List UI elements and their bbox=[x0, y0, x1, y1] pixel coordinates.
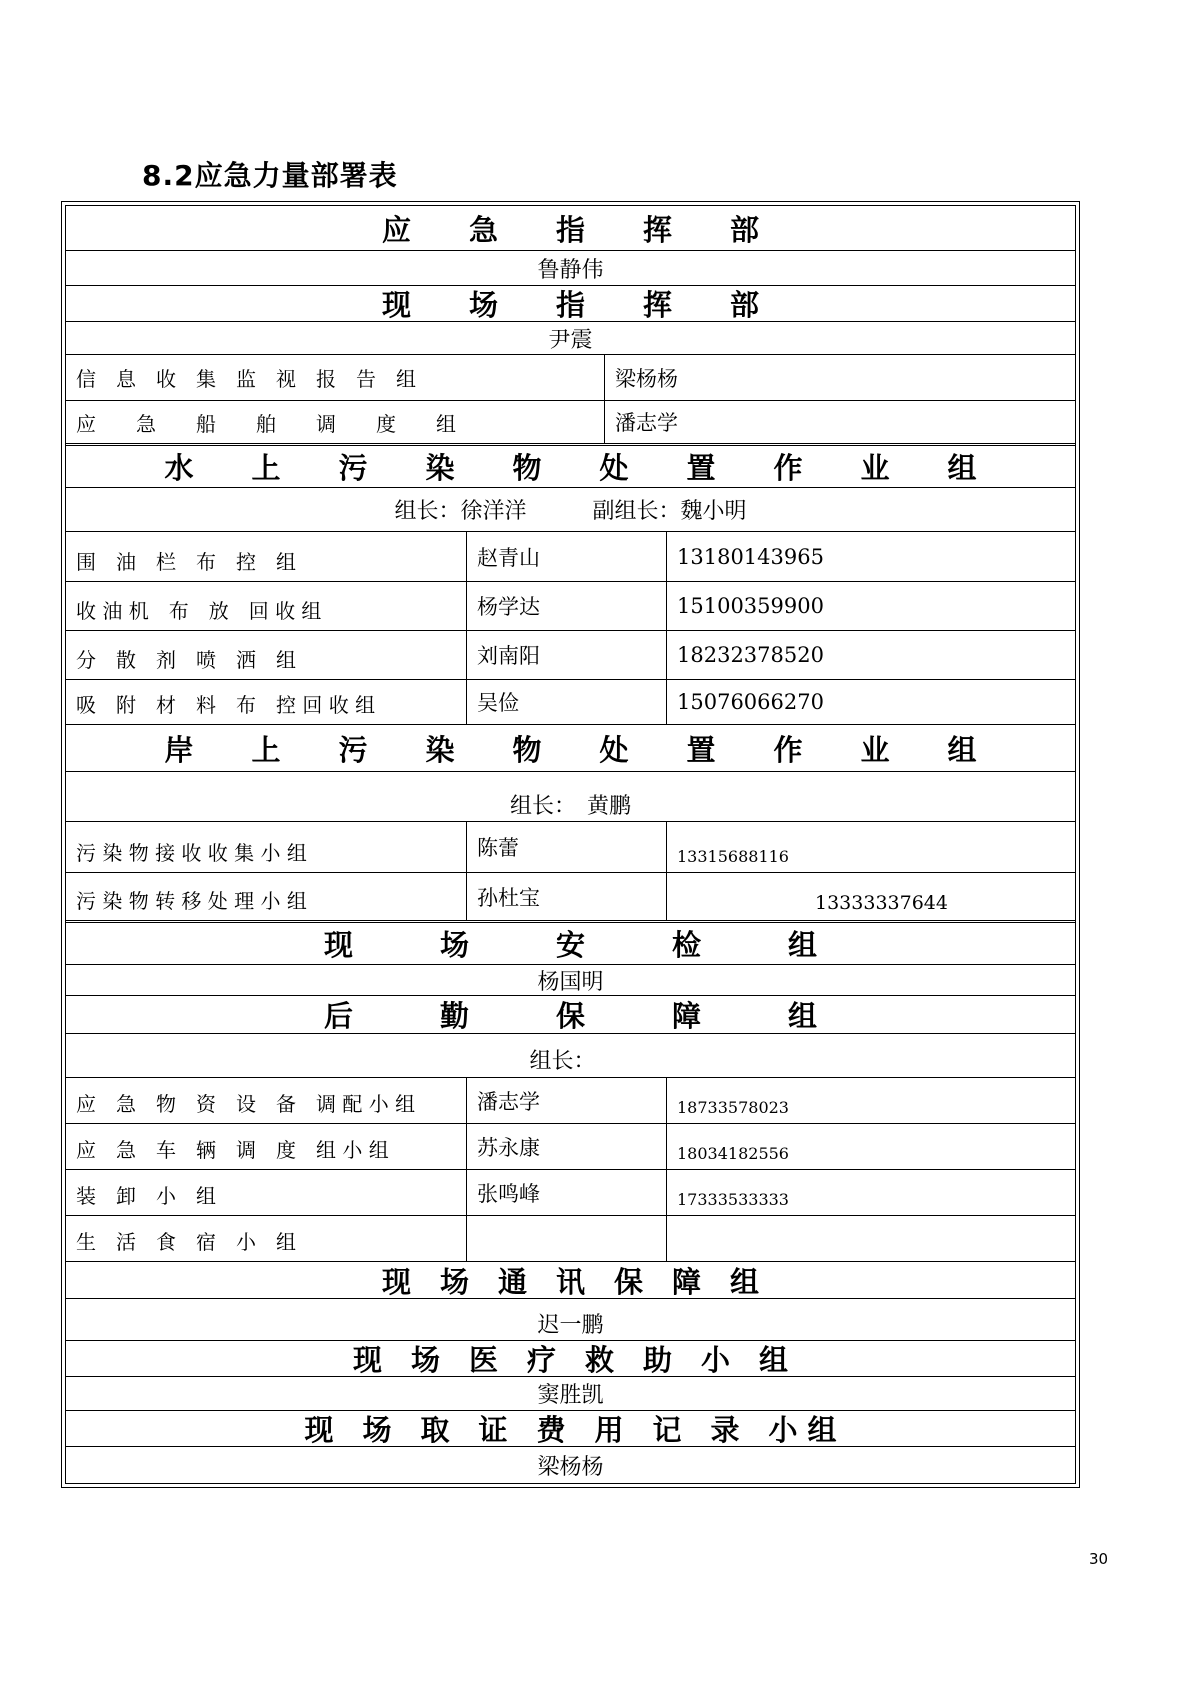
row-person: 苏永康 bbox=[466, 1124, 666, 1169]
row-phone: 13333337644 bbox=[666, 873, 1075, 920]
shore-group-row bbox=[66, 822, 1075, 873]
evidence-group-header-text: 现 场 取 证 费 用 记 录 小 组 bbox=[304, 1413, 837, 1447]
row-phone: 18232378520 bbox=[666, 631, 1075, 679]
security-group-header bbox=[66, 923, 1075, 965]
row-phone: 17333533333 bbox=[666, 1170, 1075, 1215]
site-command-row bbox=[66, 401, 1075, 446]
water-group-row bbox=[66, 631, 1075, 680]
logistics-group-header-text: 后 勤 保 障 组 bbox=[323, 999, 817, 1033]
row-label: 污 染 物 接 收 收 集 小 组 bbox=[76, 841, 307, 865]
water-group-header bbox=[66, 446, 1075, 488]
command-header bbox=[66, 206, 1075, 251]
page-title: 8.2应急力量部署表 bbox=[142, 159, 398, 192]
logistics-group-leader: 组长： bbox=[529, 1049, 596, 1074]
row-phone: 15100359900 bbox=[666, 582, 1075, 630]
row-person: 潘志学 bbox=[604, 401, 1075, 443]
medical-group-header-text: 现 场 医 疗 救 助 小 组 bbox=[352, 1343, 788, 1377]
row-person: 梁杨杨 bbox=[604, 355, 1075, 400]
row-label: 分 散 剂 喷 洒 组 bbox=[76, 648, 296, 672]
medical-group-header bbox=[66, 1341, 1075, 1377]
row-label: 吸 附 材 料 布 控 回 收 组 bbox=[76, 693, 376, 717]
site-command-leader-row bbox=[66, 322, 1075, 355]
security-group-header-text: 现 场 安 检 组 bbox=[323, 928, 817, 962]
deployment-table bbox=[61, 201, 1080, 1488]
water-group-leaders: 组长：徐洋洋 副组长：魏小明 bbox=[394, 499, 747, 524]
logistics-group-header bbox=[66, 996, 1075, 1034]
row-person: 孙杜宝 bbox=[466, 873, 666, 920]
site-command-header-text: 现 场 指 挥 部 bbox=[381, 288, 759, 322]
water-group-row bbox=[66, 532, 1075, 582]
comm-group-header bbox=[66, 1262, 1075, 1299]
row-label: 收 油 机 布 放 回 收 组 bbox=[76, 599, 322, 623]
row-person: 杨学达 bbox=[466, 582, 666, 630]
medical-group-leader: 窦胜凯 bbox=[537, 1383, 604, 1408]
shore-group-header bbox=[66, 725, 1075, 772]
site-command-leader: 尹震 bbox=[548, 327, 593, 353]
shore-group-leader-row bbox=[66, 772, 1075, 822]
page-number: 30 bbox=[1089, 1550, 1109, 1568]
row-label: 应 急 船 舶 调 度 组 bbox=[76, 411, 456, 436]
shore-group-leader: 组长： 黄鹏 bbox=[509, 794, 631, 819]
row-phone: 13180143965 bbox=[666, 532, 1075, 581]
row-phone bbox=[666, 1216, 1075, 1261]
row-label: 装 卸 小 组 bbox=[76, 1184, 216, 1208]
water-group-leaders-row bbox=[66, 488, 1075, 532]
row-label: 污 染 物 转 移 处 理 小 组 bbox=[76, 889, 307, 913]
row-phone: 18733578023 bbox=[666, 1078, 1075, 1123]
security-group-leader: 杨国明 bbox=[537, 969, 604, 995]
comm-group-leader: 迟一鹏 bbox=[537, 1313, 604, 1338]
comm-group-leader-row bbox=[66, 1299, 1075, 1341]
logistics-group-row bbox=[66, 1216, 1075, 1262]
row-person: 赵青山 bbox=[466, 532, 666, 581]
logistics-group-leader-row bbox=[66, 1034, 1075, 1078]
row-person: 陈蕾 bbox=[466, 822, 666, 872]
site-command-row bbox=[66, 355, 1075, 401]
evidence-group-header bbox=[66, 1411, 1075, 1447]
evidence-group-leader: 梁杨杨 bbox=[537, 1454, 604, 1480]
shore-group-header-text: 岸 上 污 染 物 处 置 作 业 组 bbox=[164, 732, 977, 767]
logistics-group-row bbox=[66, 1124, 1075, 1170]
row-phone: 18034182556 bbox=[666, 1124, 1075, 1169]
medical-group-leader-row bbox=[66, 1377, 1075, 1411]
command-leader-row bbox=[66, 251, 1075, 286]
row-phone: 15076066270 bbox=[666, 680, 1075, 724]
water-group-row bbox=[66, 582, 1075, 631]
logistics-group-row bbox=[66, 1078, 1075, 1124]
row-person: 张鸣峰 bbox=[466, 1170, 666, 1215]
row-label: 围 油 栏 布 控 组 bbox=[76, 550, 296, 574]
logistics-group-row bbox=[66, 1170, 1075, 1216]
water-group-header-text: 水 上 污 染 物 处 置 作 业 组 bbox=[164, 451, 977, 485]
shore-group-row bbox=[66, 873, 1075, 923]
row-person: 刘南阳 bbox=[466, 631, 666, 679]
command-leader: 鲁静伟 bbox=[537, 257, 604, 283]
command-header-text: 应 急 指 挥 部 bbox=[381, 212, 759, 247]
row-person: 潘志学 bbox=[466, 1078, 666, 1123]
evidence-group-leader-row bbox=[66, 1447, 1075, 1483]
site-command-header bbox=[66, 286, 1075, 322]
row-person bbox=[466, 1216, 666, 1261]
comm-group-header-text: 现 场 通 讯 保 障 组 bbox=[381, 1264, 759, 1299]
row-label: 应 急 车 辆 调 度 组 小 组 bbox=[76, 1138, 389, 1162]
row-person: 吴俭 bbox=[466, 680, 666, 724]
row-label: 生 活 食 宿 小 组 bbox=[76, 1230, 296, 1254]
water-group-row bbox=[66, 680, 1075, 725]
row-label: 应 急 物 资 设 备 调 配 小 组 bbox=[76, 1092, 416, 1116]
row-phone: 13315688116 bbox=[666, 822, 1075, 872]
row-label: 信 息 收 集 监 视 报 告 组 bbox=[76, 367, 416, 391]
security-group-leader-row bbox=[66, 965, 1075, 996]
